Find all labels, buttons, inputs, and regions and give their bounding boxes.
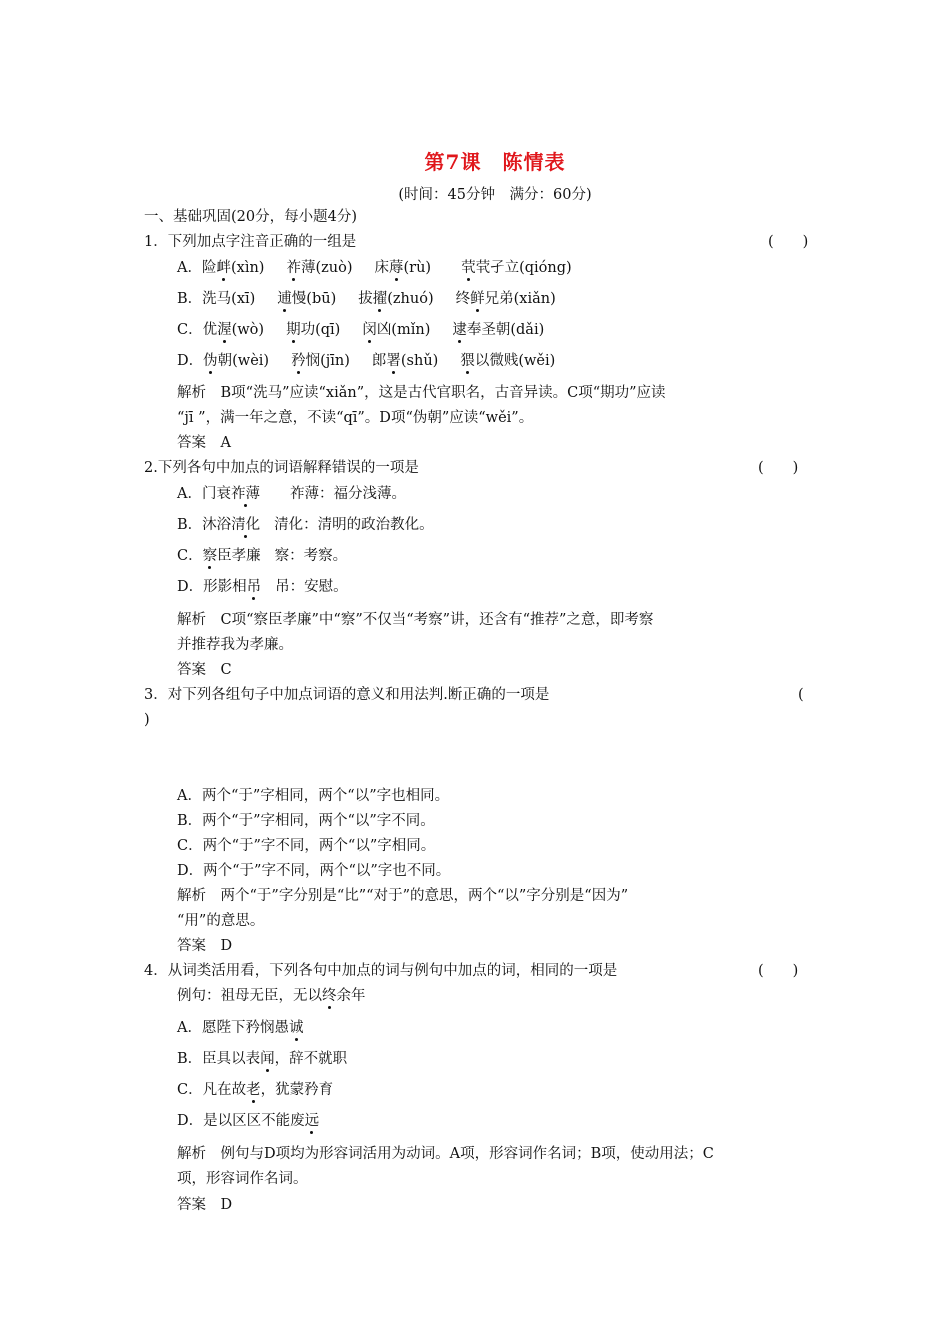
question-3-paren-open: ( [798, 687, 804, 703]
question-3-paren-close: ) [144, 712, 150, 728]
question-1-option-a: A．险衅(xìn) 祚薄(zuò) 床蓐(rù) 茕茕孑立(qióng) [177, 260, 572, 276]
question-2-option-c: C．察臣孝廉 察：考察。 [177, 548, 348, 564]
question-1-stem: 1．下列加点字注音正确的一组是 [144, 234, 357, 250]
question-3-stem: 3．对下列各组句子中加点词语的意义和用法判.断正确的一项是 [144, 687, 550, 703]
page-title: 第7课 陈情表 [424, 150, 566, 174]
question-2-analysis: 解析 C项“察臣孝廉”中“察”不仅当“考察”讲，还含有“推荐”之意，即考察 [177, 612, 654, 628]
question-2-answer-blank: ( ) [758, 460, 799, 476]
question-1-analysis-cont: “jī ”，满一年之意，不读“qī”。D项“伪朝”应读“wěi”。 [177, 410, 534, 426]
question-3-option-b: B．两个“于”字相同，两个“以”字不同。 [177, 813, 435, 829]
question-4-example: 例句：祖母无臣，无以终余年 [177, 988, 366, 1004]
question-4-stem: 4．从词类活用看，下列各句中加点的词与例句中加点的词，相同的一项是 [144, 963, 618, 979]
question-1-answer-blank: ( ) [768, 234, 809, 250]
question-2-analysis-cont: 并推荐我为孝廉。 [177, 637, 293, 653]
question-3-analysis: 解析 两个“于”字分别是“比”“对于”的意思，两个“以”字分别是“因为” [177, 888, 629, 904]
question-4-option-a: A．愿陛下矜悯愚诚 [177, 1020, 304, 1036]
question-3-option-a: A．两个“于”字相同，两个“以”字也相同。 [177, 788, 450, 804]
question-2-option-a: A．门衰祚薄 祚薄：福分浅薄。 [177, 486, 406, 502]
question-4-analysis-cont: 项，形容词作名词。 [177, 1171, 308, 1187]
question-4-option-c: C．凡在故老，犹蒙矜育 [177, 1082, 334, 1098]
question-2-option-d: D．形影相吊 吊：安慰。 [177, 579, 348, 595]
page-subtitle: (时间：45分钟 满分：60分) [398, 187, 592, 203]
question-3-option-c: C．两个“于”字不同，两个“以”字相同。 [177, 838, 436, 854]
question-1-option-d: D．伪朝(wèi) 矜悯(jīn) 郎署(shǔ) 猥以微贱(wěi) [177, 353, 556, 369]
question-4-option-b: B．臣具以表闻，辞不就职 [177, 1051, 348, 1067]
question-3-answer: 答案 D [177, 938, 233, 954]
question-1-option-c: C．优渥(wò) 期功(qī) 闵凶(mǐn) 逮奉圣朝(dǎi) [177, 322, 545, 338]
question-1-analysis: 解析 B项“洗马”应读“xiǎn”，这是古代官职名，古音异读。C项“期功”应读 [177, 385, 666, 401]
question-2-option-b: B．沐浴清化 清化：清明的政治教化。 [177, 517, 434, 533]
question-4-answer: 答案 D [177, 1197, 233, 1213]
question-3-option-d: D．两个“于”字不同，两个“以”字也不同。 [177, 863, 451, 879]
question-1-answer: 答案 A [177, 435, 231, 451]
question-4-answer-blank: ( ) [758, 963, 799, 979]
question-4-option-d: D．是以区区不能废远 [177, 1113, 320, 1129]
question-1-option-b: B．洗马(xī) 逋慢(bū) 拔擢(zhuó) 终鲜兄弟(xiǎn) [177, 291, 556, 307]
question-3-analysis-cont: “用”的意思。 [177, 913, 265, 929]
section-heading: 一、基础巩固(20分，每小题4分) [144, 209, 357, 225]
question-4-analysis: 解析 例句与D项均为形容词活用为动词。A项，形容词作名词；B项，使动用法；C [177, 1146, 714, 1162]
question-2-stem: 2.下列各句中加点的词语解释错误的一项是 [144, 460, 419, 476]
question-2-answer: 答案 C [177, 662, 232, 678]
